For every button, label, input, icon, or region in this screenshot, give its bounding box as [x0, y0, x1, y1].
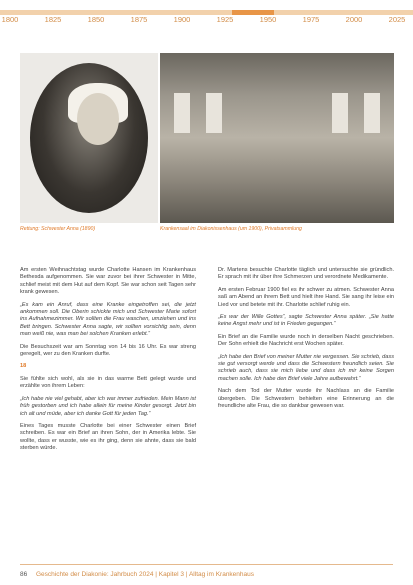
quote-paragraph: „Ich habe den Brief von meiner Mutter nie vergessen. Sie schrieb, dass sie gut versorgt werde und dass die Schwestern freundlich seien. Sie schrieb auch, dass sie mich liebe und dass ich mir keine Sorgen machen solle. Ich habe den Brief viele Jahre aufbewahrt.“ [218, 353, 394, 382]
quote-paragraph: „Es war der Wille Gottes“, sagte Schwester Anna später. „Sie hatte keine Angst mehr und ist in Frieden gegangen.“ [218, 314, 394, 328]
page-number: 86 [20, 571, 28, 578]
timeline-year: 2000 [345, 15, 363, 24]
paragraph: Eines Tages musste Charlotte bei einer Schwester einen Brief schreiben. Es war ein Brief an ihren Sohn, der in Amerika lebte. Sie wollte, dass er wusste, wie es ihr ging, denn sie ahnte, dass sie bald sterben würde. [20, 422, 196, 452]
timeline-year: 2025 [388, 15, 406, 24]
quote-paragraph: „Es kam ein Anruf, dass eine Kranke eingetroffen sei, die jetzt ankommen soll. Die Oberin schickte mich und Schwester Marie sofort ins Aufnahmezimmer. Wir sollten die Frau waschen, umziehen und ins Bett bringen. Schwester Anna sagte, wir sollten vorsichtig sein, denn man weiß nie, was man bei solchen Kranken erlebt.“ [20, 301, 196, 338]
paragraph: Am ersten Februar 1900 fiel es ihr schwer zu atmen. Schwester Anna saß am Abend an ihrem Bett und hielt ihre Hand. Sie sang ihr leise ein Lied vor und betete mit ihr. Charlotte schlief ruhig ein. [218, 286, 394, 308]
timeline-year: 1875 [130, 15, 148, 24]
footer-text: Geschichte der Diakonie: Jahrbuch 2024 | Kapitel 3 | Alltag im Krankenhaus [36, 571, 255, 578]
timeline-year: 1825 [44, 15, 62, 24]
portrait-photo [20, 53, 158, 223]
footnote-marker: 18 [20, 363, 27, 370]
timeline-year: 1925 [216, 15, 234, 24]
paragraph: Am ersten Weihnachtstag wurde Charlotte Hansen im Krankenhaus Bethesda aufgenommen. Sie war zuvor bei ihrer Schwester in Mitte, schlief meist mit dem Hut auf dem Kopf. Sie war schon seit Tagen sehr krank gewesen. [20, 267, 196, 296]
timeline-year: 1900 [173, 15, 191, 24]
ward-window [174, 93, 190, 133]
portrait-face [77, 93, 119, 145]
paragraph: Nach dem Tod der Mutter wurde ihr Nachlass an die Familie übergeben. Die Schwestern behielten eine Erinnerung an die freundliche alte Frau, die so dankbar gewesen war. [218, 388, 394, 410]
page-footer [0, 558, 413, 585]
portrait-oval [30, 63, 148, 213]
timeline-year: 1800 [1, 15, 19, 24]
photo-caption-right: Krankensaal im Diakonissenhaus (um 1900), Privatsammlung [160, 226, 302, 232]
text-column-right [218, 267, 394, 416]
timeline [0, 0, 413, 27]
hospital-ward-photo [160, 53, 394, 223]
ward-window [206, 93, 222, 133]
photo-caption-left: Rettung: Schwester Anna (1890) [20, 226, 96, 232]
paragraph: Die Besuchszeit war am Sonntag von 14 bis 16 Uhr. Es war streng geregelt, wer zu den Kranken durfte. [20, 343, 196, 358]
paragraph: Sie fühlte sich wohl, als sie in das warme Bett gelegt wurde und erzählte von ihrem Leben: [20, 375, 196, 390]
timeline-year: 1850 [87, 15, 105, 24]
timeline-year: 1975 [302, 15, 320, 24]
text-column-left [20, 267, 196, 458]
timeline-year: 1950 [259, 15, 277, 24]
quote-paragraph: „Ich habe nie viel gehabt, aber ich war immer zufrieden. Mein Mann ist früh gestorben und ich habe allein für meine Kinder gesorgt. Jetzt bin ich alt und müde, aber ich danke Gott für jeden Tag.“ [20, 395, 196, 417]
footer-rule [20, 564, 393, 565]
paragraph: Ein Brief an die Familie wurde noch in derselben Nacht geschrieben. Der Sohn erhielt die Nachricht erst Wochen später. [218, 333, 394, 348]
ward-window [364, 93, 380, 133]
ward-window [332, 93, 348, 133]
paragraph: Dr. Martens besuchte Charlotte täglich und untersuchte sie gründlich. Er sprach mit ihr über ihre Schmerzen und verordnete Medikamente. [218, 267, 394, 281]
